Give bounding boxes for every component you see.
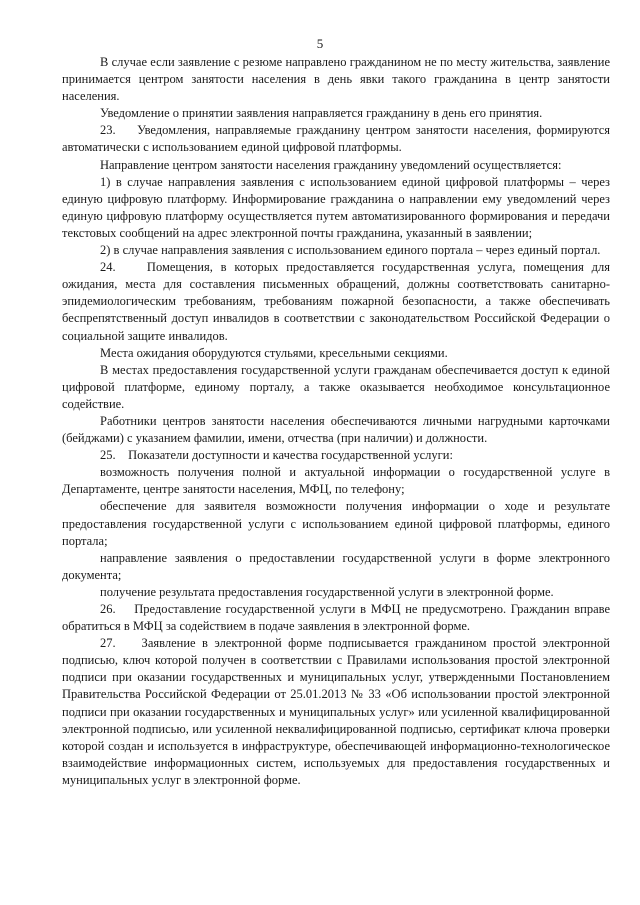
paragraph: возможность получения полной и актуальной информации о государственной услуге в Департаменте, центре занятости населения, МФЦ, по телефону; bbox=[62, 465, 610, 497]
paragraph-item-27: 27. Заявление в электронной форме подписывается гражданином простой электронной подписью, ключ которой получен в соответствии с Правилами использования простой электронной подписи при оказании государственных и муниципальных услуг, утвержденными Постановлением Правительства Российской Федерации от 25.01.2013 № 33 «Об использовании простой электронной подписи при оказании государственных и муниципальных услуг» или усиленной квалифицированной электронной подписью, или усиленной неквалифицированной подписью, сертификат ключа проверки которой создан и используется в инфраструктуре, обеспечивающей информационно-технологическое взаимодействие информационных систем, используемых для предоставления государственных и муниципальных услуг в электронной форме. bbox=[62, 636, 610, 787]
page-number: 5 bbox=[316, 36, 324, 51]
paragraph: Работники центров занятости населения обеспечиваются личными нагрудными карточками (бейджами) с указанием фамилии, имени, отчества (при наличии) и должности. bbox=[62, 413, 610, 446]
document-body bbox=[62, 54, 610, 789]
paragraph: 1) в случае направления заявления с использованием единой цифровой платформы – через единую цифровую платформу. Информирование гражданина о направлении ему уведомлений через единую цифровую платформу осуществляется путем автоматизированного формирования и передачи текстовых сообщений на адрес электронной почты гражданина, указанный в заявлении; bbox=[62, 174, 610, 240]
paragraph-item-24: 24. Помещения, в которых предоставляется государственная услуга, помещения для ожидания, места для составления письменных обращений, должны соответствовать санитарно-эпидемиологическим требованиям, требованиям пожарной безопасности, а также обеспечивать беспрепятственный доступ инвалидов в соответствии с законодательством Российской Федерации о социальной защите инвалидов. bbox=[62, 260, 610, 343]
paragraph: направление заявления о предоставлении государственной услуги в форме электронного документа; bbox=[62, 550, 610, 582]
paragraph: В случае если заявление с резюме направлено гражданином не по месту жительства, заявление принимается центром занятости населения в день явки такого гражданина в центр занятости населения. bbox=[62, 55, 610, 104]
paragraph: 2) в случае направления заявления с использованием единого портала – через единый портал. bbox=[100, 243, 601, 258]
paragraph: обеспечение для заявителя возможности получения информации о ходе и результате предоставления государственной услуги с использованием единой цифровой платформы, единого портала; bbox=[62, 499, 610, 548]
paragraph: Направление центром занятости населения гражданину уведомлений осуществляется: bbox=[100, 157, 562, 172]
paragraph: Места ожидания оборудуются стульями, кресельными секциями. bbox=[100, 345, 448, 360]
paragraph: Уведомление о принятии заявления направляется гражданину в день его принятия. bbox=[100, 106, 543, 121]
paragraph-item-23: 23. Уведомления, направляемые гражданину центром занятости населения, формируются автоматически с использованием единой цифровой платформы. bbox=[62, 123, 610, 155]
paragraph: получение результата предоставления государственной услуги в электронной форме. bbox=[100, 584, 554, 599]
paragraph-item-25: 25. Показатели доступности и качества государственной услуги: bbox=[100, 448, 453, 463]
paragraph-item-26: 26. Предоставление государственной услуги в МФЦ не предусмотрено. Гражданин вправе обратиться в МФЦ за содействием в подаче заявления в электронной форме. bbox=[62, 602, 610, 634]
paragraph: В местах предоставления государственной услуги гражданам обеспечивается доступ к единой цифровой платформе, единому порталу, а также оказывается необходимое консультационное содействие. bbox=[62, 362, 610, 411]
